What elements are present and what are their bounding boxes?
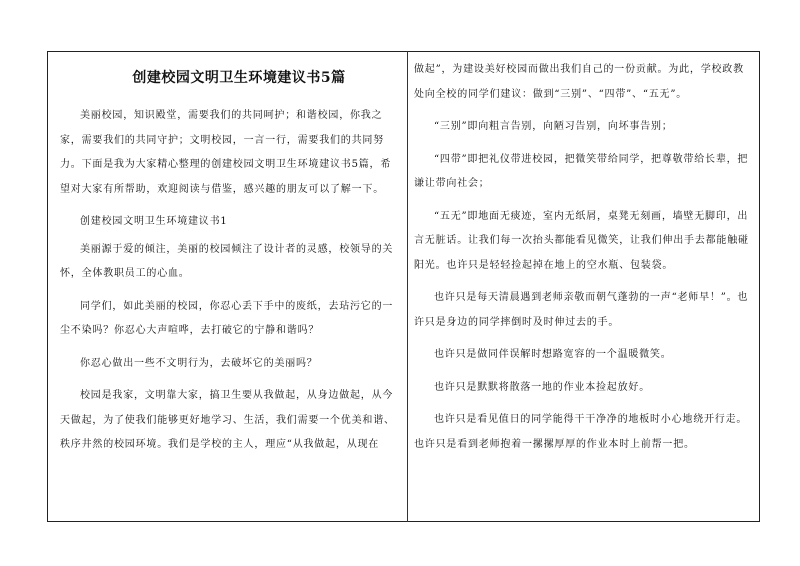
section-heading: 创建校园文明卫生环境建议书1 [80, 216, 228, 227]
paragraph: 美丽源于爱的倾注，美丽的校园倾注了设计者的灵感，校领导的关怀，全体教职员工的心血。 [60, 243, 394, 279]
paragraph: 也许只是做同伴误解时想路宽容的一个温暖微笑。 [434, 349, 672, 360]
paragraph: 也许只是默默将散落一地的作业本捡起放好。 [434, 381, 650, 393]
paragraph: “三别”即向粗言告别，向陋习告别，向坏事告别； [434, 121, 673, 132]
column-divider [407, 51, 408, 522]
document-title: 创建校园文明卫生环境建议书5篇 [132, 70, 346, 86]
paragraph: 你忍心做出一些不文明行为，去破坏它的美丽吗？ [80, 357, 318, 369]
paragraph: 做起”，为建设美好校园而做出我们自己的一份贡献。为此，学校政教处向全校的同学们建议：做到“三别”、“四带”、“五无”。 [414, 64, 744, 100]
paragraph: “五无”即地面无痰迹，室内无纸屑，桌凳无刻画，墙壁无脚印，出言无脏话。让我们每一次抬头都能看见微笑，让我们伸出手去都能触碰阳光。也许只是轻轻捡起掉在地上的空水瓶、包装袋。 [414, 210, 749, 271]
paragraph: 同学们，如此美丽的校园，你忍心丢下手中的废纸，去玷污它的一尘不染吗？你忍心大声喧哗，去打破它的宁静和谐吗？ [60, 300, 394, 336]
right-column [414, 58, 752, 465]
paragraph: 也许只是看见值日的同学能得干干净净的地板时小心地绕开行走。也许只是看到老师抱着一摞摞厚厚的作业本时上前帮一把。 [414, 414, 748, 450]
paragraph: 校园是我家，文明靠大家，搞卫生要从我做起，从身边做起，从今天做起，为了使我们能够更好地学习、生活，我们需要一个优美和谐、秩序井然的校园环境。我们是学校的主人，理应“从我做起，从现在 [60, 390, 395, 450]
paragraph: 美丽校园，知识殿堂，需要我们的共同呵护；和谐校园，你我之家，需要我们的共同守护；文明校园，一言一行，需要我们的共同努力。下面是我为大家精心整理的创建校园文明卫生环境建议书5篇，希望对大家有所帮助，欢迎阅读与借鉴，感兴趣的朋友可以了解一下。 [60, 110, 392, 195]
left-column [60, 58, 398, 466]
paragraph: “四带”即把礼仪带进校园，把微笑带给同学，把尊敬带给长辈，把谦让带向社会； [414, 153, 749, 189]
paragraph: 也许只是每天清晨遇到老师亲敬而朝气蓬勃的一声“老师早！”。也许只是身边的同学摔倒时及时伸过去的手。 [414, 292, 749, 328]
